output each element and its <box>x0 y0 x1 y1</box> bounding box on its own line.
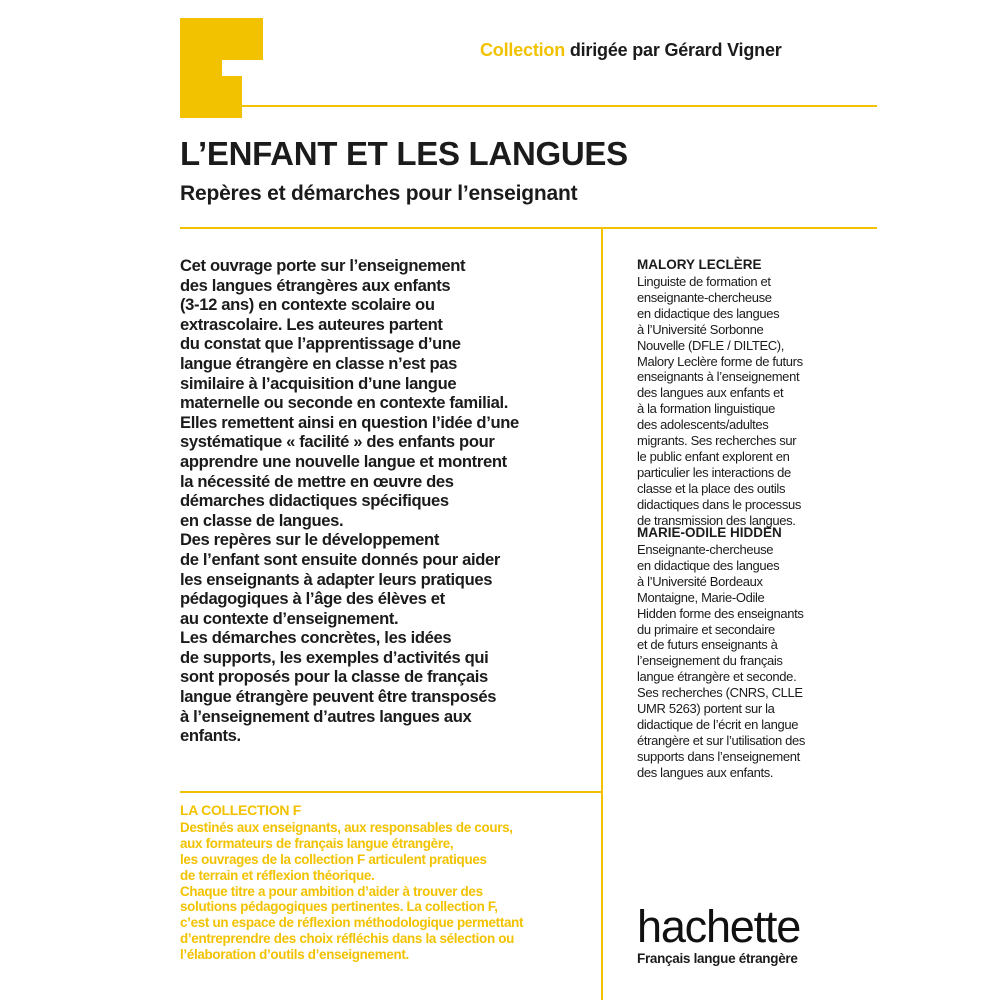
summary-line: extrascolaire. Les auteures partent <box>180 314 443 334</box>
bio-line: UMR 5263) portent sur la <box>637 701 775 717</box>
author-marie-odile-hidden <box>637 524 862 781</box>
bio-line: en didactique des langues <box>637 557 780 573</box>
summary-line: en classe de langues. <box>180 510 344 530</box>
collection-line: l’élaboration d’outils d’enseignement. <box>180 947 409 963</box>
collection-director: dirigée par Gérard Vigner <box>565 40 782 60</box>
bio-line: didactiques dans le processus <box>637 496 802 512</box>
summary-line: enfants. <box>180 726 241 746</box>
bio-line: particulier les interactions de <box>637 464 791 480</box>
summary-line: Elles remettent ainsi en question l’idée d’une <box>180 412 519 432</box>
bio-line: Ses recherches (CNRS, CLLE <box>637 685 803 701</box>
bio-line: à l’Université Bordeaux <box>637 573 763 589</box>
summary-line: au contexte d’enseignement. <box>180 608 399 628</box>
summary-line: apprendre une nouvelle langue et montrent <box>180 451 507 471</box>
bio-line: langue étrangère et seconde. <box>637 669 797 685</box>
bio-line: classe et la place des outils <box>637 480 786 496</box>
column-divider <box>601 227 603 1000</box>
bio-line: des langues aux enfants et <box>637 385 784 401</box>
author-bio <box>637 542 862 781</box>
bio-line: à la formation linguistique <box>637 401 775 417</box>
summary-line: du constat que l’apprentissage d’une <box>180 334 461 354</box>
bio-line: supports dans l’enseignement <box>637 748 800 764</box>
collection-title: LA COLLECTION F <box>180 802 301 818</box>
bio-line: enseignante-chercheuse <box>637 289 772 305</box>
title-rule <box>180 227 877 229</box>
summary-line: démarches didactiques spécifiques <box>180 491 449 511</box>
summary-line: similaire à l’acquisition d’une langue <box>180 373 457 393</box>
author-bio <box>637 274 862 529</box>
book-summary <box>180 256 580 746</box>
summary-line: les enseignants à adapter leurs pratiques <box>180 569 493 589</box>
publisher-name: hachette <box>637 901 801 952</box>
bio-line: du primaire et secondaire <box>637 621 775 637</box>
summary-line: des langues étrangères aux enfants <box>180 275 451 295</box>
collection-line: aux formateurs de français langue étrangère, <box>180 835 454 851</box>
summary-line: de supports, les exemples d’activités qui <box>180 647 489 667</box>
publisher-subline: Français langue étrangère <box>637 951 798 966</box>
collection-line: d’entreprendre des choix réfléchis dans la sélection ou <box>180 931 514 947</box>
collection-word: Collection <box>480 40 566 60</box>
summary-line: à l’enseignement d’autres langues aux <box>180 706 472 726</box>
bio-line: Hidden forme des enseignants <box>637 605 804 621</box>
bio-line: des adolescents/adultes <box>637 417 769 433</box>
bio-line: étrangère et sur l’utilisation des <box>637 732 806 748</box>
collection-rule <box>180 791 601 793</box>
bio-line: Linguiste de formation et <box>637 274 771 289</box>
summary-line: Des repères sur le développement <box>180 530 440 550</box>
bio-line: enseignants à l’enseignement <box>637 369 800 385</box>
summary-line: maternelle ou seconde en contexte familial. <box>180 393 508 413</box>
summary-line: de l’enfant sont ensuite donnés pour aider <box>180 549 500 569</box>
publisher-logo <box>637 903 800 966</box>
author-malory-leclere <box>637 256 862 529</box>
summary-line: Cet ouvrage porte sur l’enseignement <box>180 256 466 275</box>
summary-line: systématique « facilité » des enfants pour <box>180 432 495 452</box>
bio-line: des langues aux enfants. <box>637 764 774 780</box>
summary-line: Les démarches concrètes, les idées <box>180 628 452 648</box>
bio-line: didactique de l’écrit en langue <box>637 716 799 732</box>
author-name: MARIE-ODILE HIDDEN <box>637 525 782 540</box>
header-rule <box>180 105 877 107</box>
collection-line: c’est un espace de réflexion méthodologique permettant <box>180 915 524 931</box>
bio-line: à l’Université Sorbonne <box>637 321 764 337</box>
summary-line: (3-12 ans) en contexte scolaire ou <box>180 295 435 315</box>
bio-line: et de futurs enseignants à <box>637 637 778 653</box>
bio-line: Enseignante-chercheuse <box>637 542 774 557</box>
summary-line: langue étrangère en classe n’est pas <box>180 353 457 373</box>
collection-description <box>180 803 600 963</box>
bio-line: migrants. Ses recherches sur <box>637 433 797 449</box>
collection-line: Chaque titre a pour ambition d’aider à trouver des <box>180 883 483 899</box>
summary-line: langue étrangère peuvent être transposés <box>180 687 497 707</box>
collection-line: les ouvrages de la collection F articulent pratiques <box>180 851 487 867</box>
book-subtitle: Repères et démarches pour l’enseignant <box>180 182 578 205</box>
bio-line: Nouvelle (DFLE / DILTEC), <box>637 337 785 353</box>
bio-line: Malory Leclère forme de futurs <box>637 353 803 369</box>
bio-line: l’enseignement du français <box>637 653 783 669</box>
summary-line: la nécessité de mettre en œuvre des <box>180 471 454 491</box>
bio-line: de transmission des langues. <box>637 512 796 528</box>
summary-line: pédagogiques à l’âge des élèves et <box>180 589 445 609</box>
collection-line: Destinés aux enseignants, aux responsables de cours, <box>180 819 513 835</box>
collection-line: de terrain et réflexion théorique. <box>180 867 375 883</box>
bio-line: le public enfant explorent en <box>637 448 790 464</box>
summary-line: sont proposés pour la classe de français <box>180 667 488 687</box>
collection-f-logo-icon <box>180 18 263 118</box>
author-name: MALORY LECLÈRE <box>637 257 762 272</box>
bio-line: Montaigne, Marie-Odile <box>637 589 765 605</box>
collection-line: solutions pédagogiques pertinentes. La collection F, <box>180 899 498 915</box>
bio-line: en didactique des langues <box>637 305 780 321</box>
collection-director-line <box>480 40 782 61</box>
book-title: L’ENFANT ET LES LANGUES <box>180 135 628 172</box>
